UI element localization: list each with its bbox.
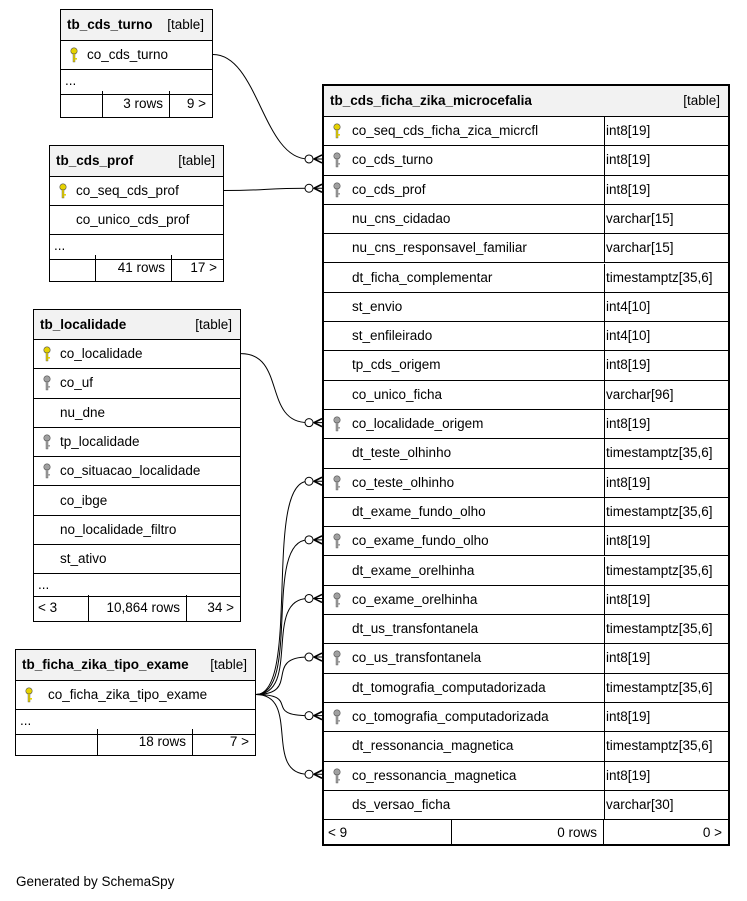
column-type: varchar[30] xyxy=(606,796,674,812)
column-type: int8[19] xyxy=(606,709,651,724)
column-name: co_exame_orelhinha xyxy=(352,591,478,607)
optional-circle-marker xyxy=(305,155,313,163)
column-name: co_seq_cds_prof xyxy=(76,183,179,198)
column-row[interactable] xyxy=(34,457,240,486)
foreign-key-icon xyxy=(42,434,52,450)
column-row[interactable] xyxy=(34,340,240,369)
foreign-key-icon xyxy=(42,375,52,391)
column-type: timestamptz[35,6] xyxy=(606,445,713,461)
column-row[interactable] xyxy=(324,791,728,820)
table-footer xyxy=(61,91,212,117)
footer-right-text: 9 > xyxy=(186,96,206,111)
table-tb-cds-prof[interactable] xyxy=(49,145,224,282)
relationship-edge xyxy=(256,540,322,695)
column-name: dt_exame_orelhinha xyxy=(352,562,475,578)
footer-right-text: 7 > xyxy=(229,734,249,749)
column-row[interactable] xyxy=(34,369,240,398)
column-name: dt_exame_fundo_olho xyxy=(352,503,486,519)
column-divider xyxy=(604,117,605,145)
column-divider xyxy=(604,527,605,555)
column-row[interactable] xyxy=(34,487,240,516)
optional-circle-marker xyxy=(305,419,313,427)
column-row[interactable] xyxy=(324,615,728,644)
foreign-key-icon xyxy=(332,152,342,168)
footer-right-cell[interactable] xyxy=(187,595,240,621)
column-divider xyxy=(604,351,605,379)
footer-right-cell[interactable] xyxy=(193,729,255,755)
column-name: dt_tomografia_computadorizada xyxy=(352,679,546,695)
optional-circle-marker xyxy=(305,536,313,544)
column-row[interactable] xyxy=(50,177,223,206)
table-tag: [table] xyxy=(195,317,232,332)
column-name: ds_versao_ficha xyxy=(352,796,451,812)
column-row[interactable] xyxy=(324,322,728,351)
table-header xyxy=(34,310,240,340)
column-name: st_envio xyxy=(352,298,403,314)
footer-middle-text: 10,864 rows xyxy=(106,600,180,615)
column-name: co_exame_fundo_olho xyxy=(352,533,489,549)
column-divider xyxy=(604,439,605,467)
table-name: tb_cds_turno xyxy=(67,17,153,32)
column-row[interactable] xyxy=(324,117,728,146)
column-row[interactable] xyxy=(324,586,728,615)
column-type: int8[19] xyxy=(606,123,651,138)
footer-middle-text: 18 rows xyxy=(138,734,186,749)
column-divider xyxy=(604,703,605,731)
column-type: int4[10] xyxy=(606,328,651,344)
table-footer xyxy=(34,595,240,621)
table-tb-localidade[interactable] xyxy=(33,309,241,622)
column-row[interactable] xyxy=(324,674,728,703)
column-divider xyxy=(604,176,605,204)
column-name: no_localidade_filtro xyxy=(60,521,177,537)
foreign-key-icon xyxy=(42,463,52,479)
column-name: nu_cns_responsavel_familiar xyxy=(352,240,527,256)
column-divider xyxy=(604,469,605,497)
relationship-edge xyxy=(256,657,322,694)
column-type: timestamptz[35,6] xyxy=(606,562,713,578)
column-name: co_tomografia_computadorizada xyxy=(352,709,549,724)
column-type: int8[19] xyxy=(606,152,651,168)
column-divider xyxy=(604,234,605,262)
table-tag: [table] xyxy=(178,153,215,168)
footer-middle-cell xyxy=(452,820,604,844)
table-tag: [table] xyxy=(683,93,720,108)
column-divider xyxy=(604,644,605,672)
column-row[interactable] xyxy=(324,264,728,293)
relationship-edge xyxy=(241,354,322,423)
primary-key-icon xyxy=(69,47,79,63)
footer-middle-cell xyxy=(98,729,193,755)
foreign-key-icon xyxy=(332,182,342,198)
footer-left-text: < 9 xyxy=(328,825,348,840)
column-row[interactable] xyxy=(324,439,728,468)
column-divider xyxy=(604,146,605,174)
foreign-key-icon xyxy=(332,416,342,432)
column-type: int8[19] xyxy=(606,181,651,197)
ellipsis-text: ... xyxy=(38,577,50,593)
relationship-edge xyxy=(256,481,322,694)
optional-circle-marker xyxy=(305,477,313,485)
column-name: st_ativo xyxy=(60,551,107,567)
footer-right-text: 17 > xyxy=(190,260,217,275)
column-name: co_cds_turno xyxy=(87,47,169,62)
column-name: co_localidade_origem xyxy=(352,416,484,431)
column-name: dt_teste_olhinho xyxy=(352,445,452,461)
column-type: varchar[96] xyxy=(606,386,674,402)
column-name: dt_ressonancia_magnetica xyxy=(352,738,514,754)
column-divider xyxy=(604,381,605,409)
column-row[interactable] xyxy=(324,469,728,498)
footer-middle-cell xyxy=(89,595,187,621)
table-tb-cds-ficha-zika-microcefalia[interactable] xyxy=(322,84,730,846)
ellipsis-row xyxy=(34,574,240,597)
table-footer xyxy=(16,729,255,755)
column-name: co_teste_olhinho xyxy=(352,474,455,490)
optional-circle-marker xyxy=(305,184,313,192)
table-header xyxy=(50,146,223,177)
column-divider xyxy=(604,762,605,790)
column-divider xyxy=(604,322,605,350)
column-name: nu_dne xyxy=(60,404,106,420)
ellipsis-text: ... xyxy=(65,73,77,88)
column-name: st_enfileirado xyxy=(352,328,433,344)
column-name: dt_us_transfontanela xyxy=(352,621,479,637)
column-row[interactable] xyxy=(324,498,728,527)
column-type: int8[19] xyxy=(606,650,651,666)
column-row[interactable] xyxy=(324,732,728,761)
column-name: co_localidade xyxy=(60,346,143,361)
footer-middle-cell xyxy=(103,91,170,117)
table-footer xyxy=(50,255,223,281)
column-type: timestamptz[35,6] xyxy=(606,679,713,695)
relationship-edge xyxy=(256,598,322,694)
optional-circle-marker xyxy=(305,712,313,720)
primary-key-icon xyxy=(58,183,68,199)
footer-left-cell[interactable] xyxy=(16,729,98,755)
column-divider xyxy=(604,791,605,819)
ellipsis-text: ... xyxy=(20,713,32,728)
footer-middle-text: 0 rows xyxy=(557,825,597,840)
ellipsis-text: ... xyxy=(54,238,66,253)
schemaspy-credit: Generated by SchemaSpy xyxy=(16,874,175,889)
optional-circle-marker xyxy=(305,770,313,778)
column-row[interactable] xyxy=(324,234,728,263)
table-name: tb_localidade xyxy=(40,317,127,332)
table-tb-ficha-zika-tipo-exame[interactable] xyxy=(15,649,256,756)
column-row[interactable] xyxy=(50,206,223,235)
foreign-key-icon xyxy=(332,650,342,666)
column-row[interactable] xyxy=(324,762,728,791)
column-row[interactable] xyxy=(324,351,728,380)
column-row[interactable] xyxy=(34,428,240,457)
column-row[interactable] xyxy=(324,381,728,410)
column-name: co_seq_cds_ficha_zica_micrcfl xyxy=(352,123,539,138)
table-tag: [table] xyxy=(167,17,204,32)
column-type: int8[19] xyxy=(606,416,651,431)
column-row[interactable] xyxy=(16,681,255,710)
column-divider xyxy=(604,498,605,526)
column-row[interactable] xyxy=(324,410,728,439)
table-name: tb_ficha_zika_tipo_exame xyxy=(22,657,189,672)
column-name: co_uf xyxy=(60,375,94,391)
column-type: int4[10] xyxy=(606,298,651,314)
column-name: nu_cns_cidadao xyxy=(352,210,451,226)
column-type: int8[19] xyxy=(606,767,651,783)
column-row[interactable] xyxy=(324,527,728,556)
column-name: co_ressonancia_magnetica xyxy=(352,767,517,783)
column-name: tp_cds_origem xyxy=(352,357,441,373)
footer-left-cell[interactable] xyxy=(50,255,96,281)
column-type: timestamptz[35,6] xyxy=(606,503,713,519)
table-name: tb_cds_prof xyxy=(56,153,134,168)
column-name: co_ibge xyxy=(60,492,108,508)
footer-right-text: 34 > xyxy=(207,600,234,615)
column-divider xyxy=(604,264,605,292)
footer-right-cell[interactable] xyxy=(172,255,223,281)
column-row[interactable] xyxy=(324,146,728,175)
table-name: tb_cds_ficha_zika_microcefalia xyxy=(330,93,532,108)
column-row[interactable] xyxy=(324,205,728,234)
footer-left-text: < 3 xyxy=(38,600,58,615)
column-row[interactable] xyxy=(324,644,728,673)
column-name: co_unico_cds_prof xyxy=(76,212,190,227)
column-type: int8[19] xyxy=(606,357,651,373)
column-divider xyxy=(604,615,605,643)
column-row[interactable] xyxy=(324,557,728,586)
table-footer xyxy=(324,820,728,844)
footer-left-cell[interactable] xyxy=(324,820,452,844)
primary-key-icon xyxy=(42,346,52,362)
table-tb-cds-turno[interactable] xyxy=(60,9,213,118)
column-row[interactable] xyxy=(324,703,728,732)
column-name: co_cds_turno xyxy=(352,152,434,168)
footer-middle-text: 41 rows xyxy=(117,260,165,275)
table-header xyxy=(61,10,212,41)
column-divider xyxy=(604,674,605,702)
footer-left-cell[interactable] xyxy=(34,595,89,621)
primary-key-icon xyxy=(24,687,34,703)
column-type: timestamptz[35,6] xyxy=(606,738,713,754)
column-name: co_us_transfontanela xyxy=(352,650,482,666)
column-type: int8[19] xyxy=(606,533,651,549)
foreign-key-icon xyxy=(332,709,342,725)
footer-right-text: 0 > xyxy=(702,825,722,840)
table-header xyxy=(324,86,728,117)
column-divider xyxy=(604,586,605,614)
column-row[interactable] xyxy=(324,293,728,322)
footer-middle-text: 3 rows xyxy=(123,96,163,111)
foreign-key-icon xyxy=(332,475,342,491)
column-row[interactable] xyxy=(34,399,240,428)
foreign-key-icon xyxy=(332,768,342,784)
column-type: timestamptz[35,6] xyxy=(606,269,713,285)
column-row[interactable] xyxy=(34,545,240,574)
column-divider xyxy=(604,205,605,233)
relationship-edge xyxy=(256,695,322,775)
column-type: int8[19] xyxy=(606,474,651,490)
table-header xyxy=(16,650,255,681)
footer-right-cell[interactable] xyxy=(170,91,212,117)
column-row[interactable] xyxy=(34,516,240,545)
optional-circle-marker xyxy=(305,594,313,602)
footer-middle-cell xyxy=(96,255,172,281)
footer-right-cell[interactable] xyxy=(604,820,728,844)
column-row[interactable] xyxy=(61,41,212,70)
column-divider xyxy=(604,410,605,438)
table-tag: [table] xyxy=(210,657,247,672)
column-row[interactable] xyxy=(324,176,728,205)
column-divider xyxy=(604,732,605,760)
column-divider xyxy=(604,293,605,321)
foreign-key-icon xyxy=(332,533,342,549)
column-type: varchar[15] xyxy=(606,240,674,256)
column-type: varchar[15] xyxy=(606,210,674,226)
footer-left-cell[interactable] xyxy=(61,91,103,117)
column-name: co_ficha_zika_tipo_exame xyxy=(48,687,208,702)
column-name: dt_ficha_complementar xyxy=(352,269,493,285)
optional-circle-marker xyxy=(305,653,313,661)
relationship-edge xyxy=(213,55,322,159)
column-name: co_unico_ficha xyxy=(352,386,443,402)
primary-key-icon xyxy=(332,123,342,139)
column-name: co_situacao_localidade xyxy=(60,463,201,479)
column-divider xyxy=(604,557,605,585)
foreign-key-icon xyxy=(332,592,342,608)
column-name: co_cds_prof xyxy=(352,181,426,197)
column-type: timestamptz[35,6] xyxy=(606,621,713,637)
column-name: tp_localidade xyxy=(60,433,140,449)
column-type: int8[19] xyxy=(606,591,651,607)
